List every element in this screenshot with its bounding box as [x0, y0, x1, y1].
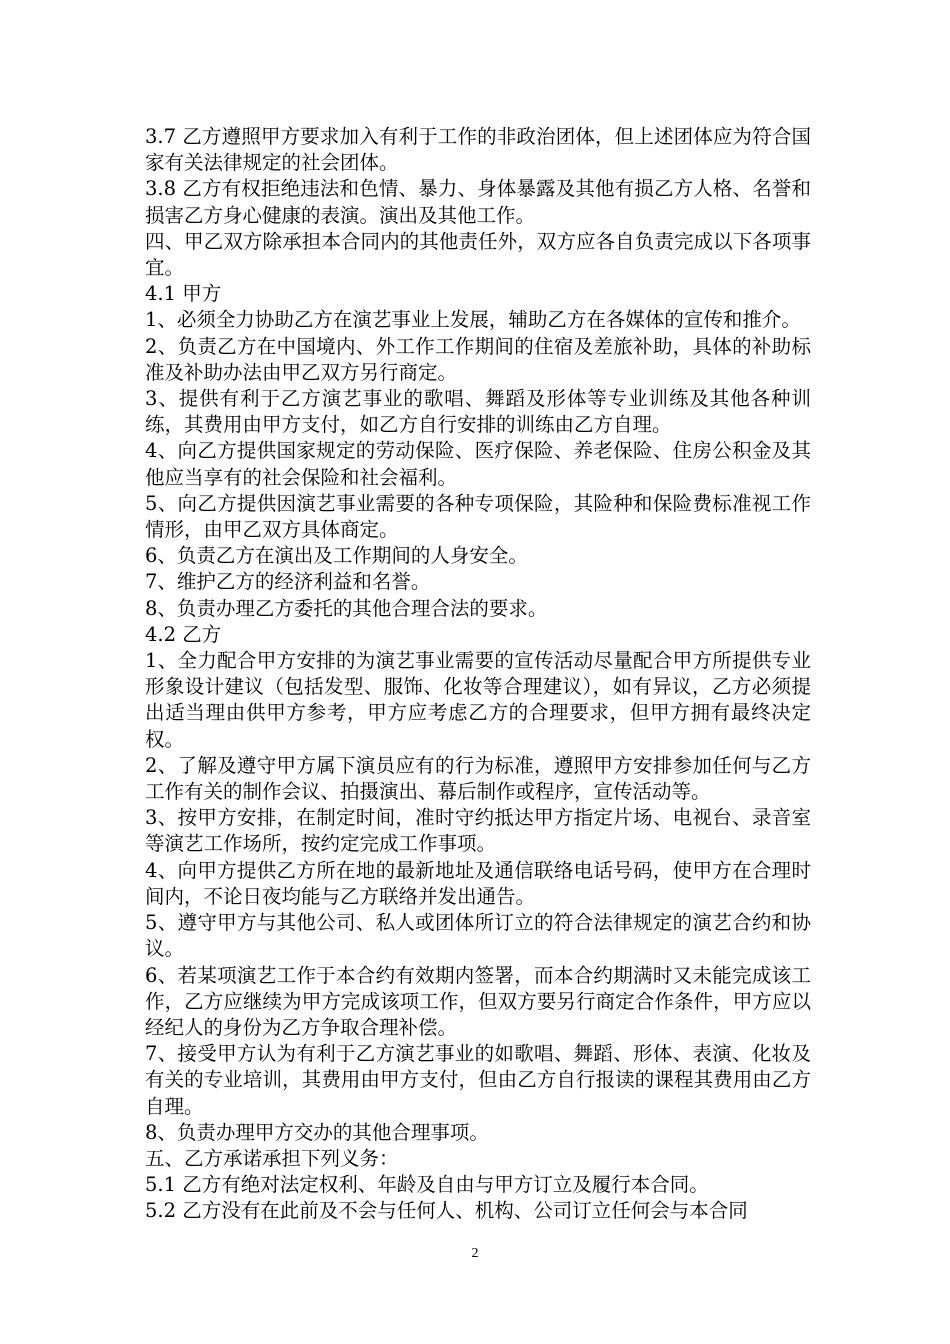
paragraph-4-1-item-1: 1、必须全力协助乙方在演艺事业上发展，辅助乙方在各媒体的宣传和推介。: [145, 308, 801, 332]
paragraph-5-2: 5.2 乙方没有在此前及不会与任何人、机构、公司订立任何会与本合同: [145, 1199, 748, 1223]
paragraph-4-2-item-6: 6、若某项演艺工作于本合约有效期内签署，而本合约期满时又未能完成该工作，乙方应继续为甲方完成该项工作，但双方要另行商定合作条件，甲方应以经纪人的身份为乙方争取合理补偿。: [145, 963, 811, 1039]
paragraph-5-1: 5.1 乙方有绝对法定权利、年龄及自由与甲方订立及履行本合同。: [145, 1173, 709, 1197]
subsection-heading-4-2: 4.2 乙方: [145, 622, 222, 646]
paragraph-4-1-item-2: 2、负责乙方在中国境内、外工作工作期间的住宿及差旅补助，具体的补助标准及补助办法由甲乙双方另行商定。: [145, 334, 811, 384]
subsection-heading-4-1: 4.1 甲方: [145, 282, 222, 306]
paragraph-4-1-item-8: 8、负责办理乙方委托的其他合理合法的要求。: [145, 596, 548, 620]
paragraph-4-2-item-5: 5、遵守甲方与其他公司、私人或团体所订立的符合法律规定的演艺合约和协议。: [145, 911, 811, 961]
section-heading-4: 四、甲乙双方除承担本合同内的其他责任外，双方应各自负责完成以下各项事宜。: [145, 229, 811, 280]
paragraph-3-8: 3.8 乙方有权拒绝违法和色情、暴力、身体暴露及其他有损乙方人格、名誉和损害乙方身心健康的表演。演出及其他工作。: [145, 177, 811, 227]
paragraph-4-1-item-6: 6、负责乙方在演出及工作期间的人身安全。: [145, 544, 528, 568]
paragraph-3-7: 3.7 乙方遵照甲方要求加入有利于工作的非政治团体，但上述团体应为符合国家有关法律规定的社会团体。: [145, 125, 811, 175]
paragraph-4-2-item-7: 7、接受甲方认为有利于乙方演艺事业的如歌唱、舞蹈、形体、表演、化妆及有关的专业培训，其费用由甲方支付，但由乙方自行报读的课程其费用由乙方自理。: [145, 1042, 811, 1118]
paragraph-4-2-item-2: 2、了解及遵守甲方属下演员应有的行为标准，遵照甲方安排参加任何与乙方工作有关的制作会议、拍摄演出、幕后制作或程序，宣传活动等。: [145, 753, 811, 804]
paragraph-4-1-item-4: 4、向乙方提供国家规定的劳动保险、医疗保险、养老保险、住房公积金及其他应当享有的社会保险和社会福利。: [145, 439, 811, 489]
section-heading-5: 五、乙方承诺承担下列义务：: [145, 1146, 399, 1170]
document-body: [145, 124, 811, 1225]
paragraph-4-2-item-3: 3、按甲方安排，在制定时间，准时守约抵达甲方指定片场、电视台、录音室等演艺工作场所，按约定完成工作事项。: [145, 806, 811, 856]
paragraph-4-1-item-5: 5、向乙方提供因演艺事业需要的各种专项保险，其险种和保险费标准视工作情形，由甲乙双方具体商定。: [145, 491, 811, 542]
page-number: 2: [471, 1246, 479, 1261]
paragraph-4-2-item-8: 8、负责办理甲方交办的其他合理事项。: [145, 1120, 489, 1144]
paragraph-4-2-item-4: 4、向甲方提供乙方所在地的最新地址及通信联络电话号码，使甲方在合理时间内，不论日夜均能与乙方联络并发出通告。: [145, 858, 811, 908]
paragraph-4-2-item-1: 1、全力配合甲方安排的为演艺事业需要的宣传活动尽量配合甲方所提供专业形象设计建议（包括发型、服饰、化妆等合理建议），如有异议，乙方必须提出适当理由供甲方参考，甲方应考虑乙方的合理要求，但甲方拥有最终决定权。: [145, 649, 811, 751]
paragraph-4-1-item-3: 3、提供有利于乙方演艺事业的歌唱、舞蹈及形体等专业训练及其他各种训练，其费用由甲方支付，如乙方自行安排的训练由乙方自理。: [145, 387, 811, 437]
paragraph-4-1-item-7: 7、维护乙方的经济利益和名誉。: [145, 570, 431, 594]
